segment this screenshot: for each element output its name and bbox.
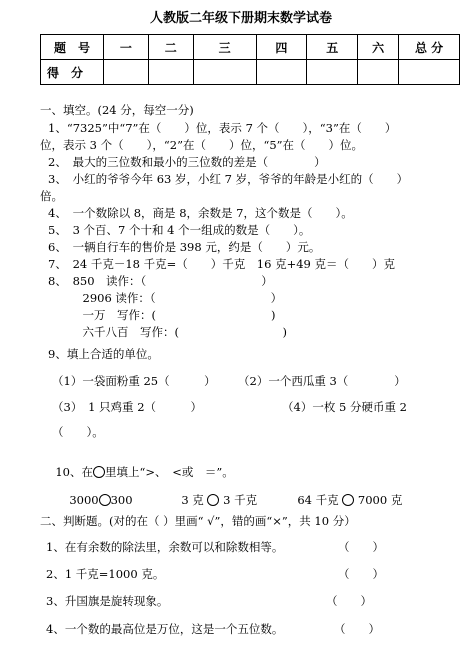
q10-item-1 (62, 482, 133, 506)
score-cell-total[interactable] (399, 60, 460, 85)
q9-item-3: （3） 1 只鸡重 2（ ） (52, 400, 203, 414)
q10-suffix: 里填上“>、 <或 ＝”。 (104, 464, 234, 479)
q10-item-2-left: 3 克 (181, 492, 204, 507)
q8-line2: 2906 读作：（ ） (48, 291, 283, 305)
q10-item-1-left: 3000 (69, 492, 99, 507)
compare-circle-1[interactable] (99, 494, 111, 506)
judge-item-2-bracket[interactable]: （ ） (338, 567, 384, 581)
section1-heading: 一、填空。(24 分，每空一分) (40, 103, 194, 117)
q8-line4: 六千八百 写作：( ) (48, 325, 287, 339)
judge-item-3-bracket[interactable]: （ ） (326, 594, 372, 608)
header-cell-4: 四 (256, 35, 307, 60)
q6: 6、 一辆自行车的售价是 398 元，约是（ ）元。 (48, 240, 321, 254)
score-cell-4[interactable] (256, 60, 307, 85)
header-cell-5: 五 (307, 35, 358, 60)
score-row-label: 得 分 (41, 60, 104, 85)
q1-line1: 1、“7325”中“7”在（ ）位，表示 7 个（ ），“3”在（ ） (48, 121, 397, 135)
judge-item-1-text: 1、在有余数的除法里，余数可以和除数相等。 (46, 540, 284, 554)
q4: 4、 一个数除以 8，商是 8，余数是 7，这个数是（ ）。 (48, 206, 353, 220)
q1-line2: 位，表示 3 个（ ），“2”在（ ）位，“5”在（ ）位。 (40, 138, 364, 152)
q10-prefix: 10、在 (55, 464, 93, 479)
score-cell-6[interactable] (358, 60, 399, 85)
q10-item-1-right: 300 (110, 492, 133, 507)
header-cell-3: 三 (193, 35, 256, 60)
q9-heading: 9、填上合适的单位。 (48, 347, 159, 361)
q10-item-2-right: 3 千克 (223, 492, 258, 507)
q9-item-4: （4）一枚 5 分硬币重 2 (282, 400, 407, 414)
q2: 2、 最大的三位数和最小的三位数的差是（ ） (48, 155, 326, 169)
judge-item-2-text: 2、1 千克=1000 克。 (46, 567, 165, 581)
q8-line3: 一万 写作：( ) (48, 308, 276, 322)
score-table-score-row (41, 60, 460, 85)
header-cell-6: 六 (358, 35, 399, 60)
q10-item-3-right: 7000 克 (357, 492, 403, 507)
score-table (40, 34, 460, 85)
q8-line1: 8、 850 读作：（ ） (48, 274, 273, 288)
compare-circle-2[interactable] (207, 494, 219, 506)
circle-icon (93, 466, 105, 478)
q9-item-1: （1）一袋面粉重 25（ ） (52, 374, 216, 388)
header-cell-2: 二 (148, 35, 193, 60)
judge-item-1-bracket[interactable]: （ ） (338, 540, 384, 554)
compare-circle-3[interactable] (342, 494, 354, 506)
judge-item-4-text: 4、一个数的最高位是万位，这是一个五位数。 (46, 622, 284, 636)
q10-item-3 (290, 482, 402, 506)
judge-item-4-bracket[interactable]: （ ） (334, 622, 380, 636)
exam-title: 人教版二年级下册期末数学试卷 (150, 11, 333, 26)
q9-item-2: （2）一个西瓜重 3（ ） (238, 374, 406, 388)
q10-item-3-left: 64 千克 (297, 492, 339, 507)
q3-line2: 倍。 (40, 189, 63, 203)
q3-line1: 3、 小红的爷爷今年 63 岁，小红 7 岁，爷爷的年龄是小红的（ ） (48, 172, 409, 186)
header-cell-total: 总 分 (399, 35, 460, 60)
q9-item-4-cont: （ ）。 (52, 425, 104, 439)
score-cell-3[interactable] (193, 60, 256, 85)
score-cell-2[interactable] (148, 60, 193, 85)
section2-heading: 二、判断题。(对的在（ ）里画“ √”，错的画“×”，共 10 分） (40, 514, 356, 528)
judge-item-3-text: 3、升国旗是旋转现象。 (46, 594, 169, 608)
score-table-header-row (41, 35, 460, 60)
q10-item-2 (174, 482, 257, 506)
header-cell-label: 题 号 (41, 35, 104, 60)
header-cell-1: 一 (103, 35, 148, 60)
score-cell-5[interactable] (307, 60, 358, 85)
score-cell-1[interactable] (103, 60, 148, 85)
q5: 5、 3 个百、7 个十和 4 个一组成的数是（ ）。 (48, 223, 311, 237)
q7: 7、 24 千克－18 千克=（ ）千克 16 克+49 克＝（ ）克 (48, 257, 395, 271)
q10-line (48, 454, 234, 478)
